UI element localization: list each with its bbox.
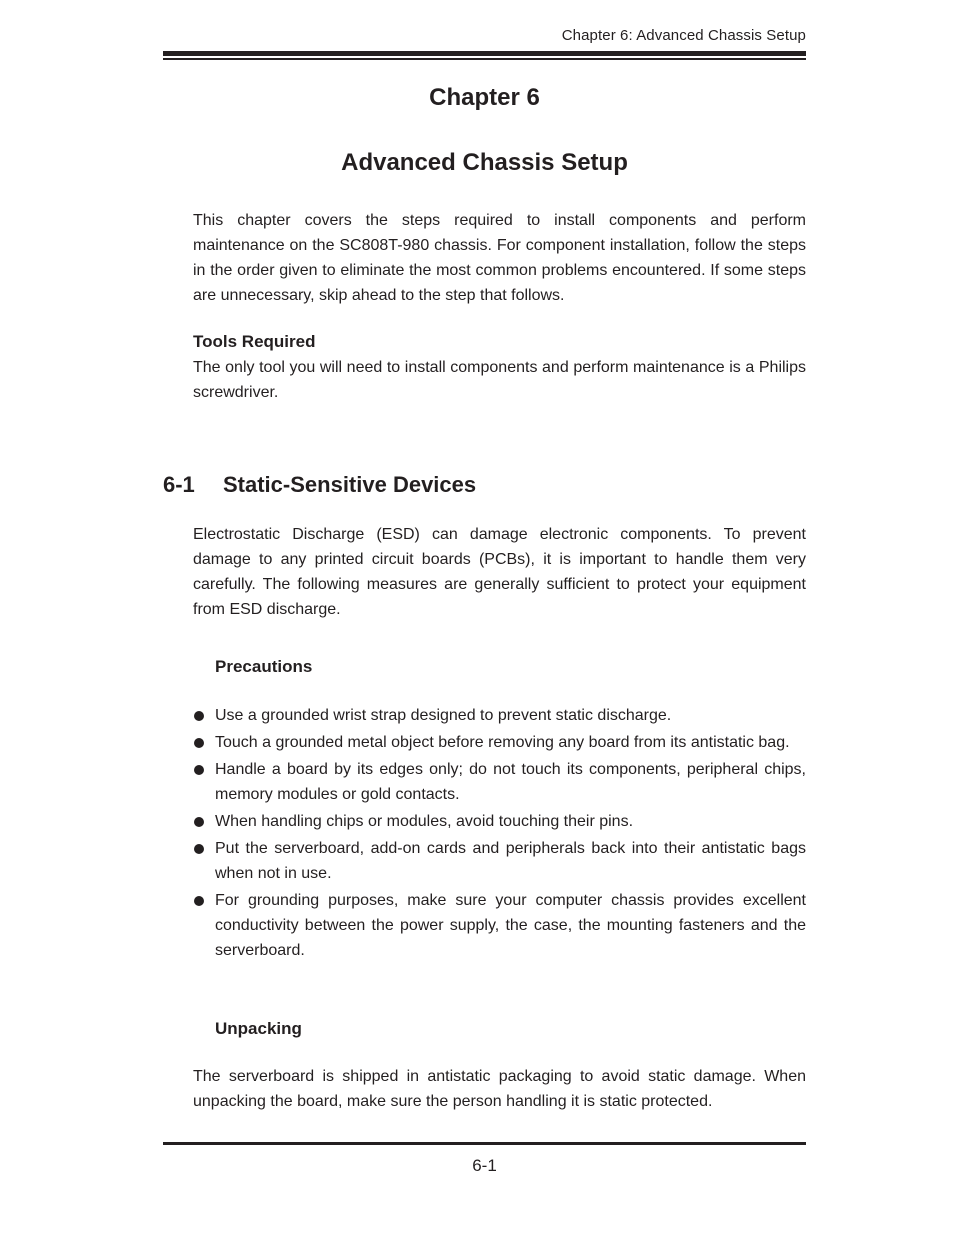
section-number: 6-1 — [163, 472, 195, 497]
header-rule-thick — [163, 51, 806, 56]
chapter-title: Advanced Chassis Setup — [341, 149, 628, 176]
page-number: 6-1 — [472, 1156, 497, 1175]
unpacking-heading: Unpacking — [215, 1019, 302, 1038]
list-item: Use a grounded wrist strap designed to prevent static discharge. — [193, 703, 806, 728]
bullet-icon — [194, 844, 204, 854]
header-rule-thin — [163, 58, 806, 60]
list-item: For grounding purposes, make sure your computer chassis provides excellent conductivity between the power supply, the case, the mounting fasteners and the serverboard. — [193, 888, 806, 963]
bullet-icon — [194, 711, 204, 721]
footer-rule — [163, 1142, 806, 1145]
list-item: Put the serverboard, add-on cards and peripherals back into their antistatic bags when not in use. — [193, 836, 806, 886]
chapter-number: Chapter 6 — [429, 84, 540, 111]
bullet-icon — [194, 765, 204, 775]
esd-paragraph: Electrostatic Discharge (ESD) can damage electronic components. To prevent damage to any printed circuit boards (PCBs), it is important to handle them very carefully. The following measures are generally sufficient to protect your equipment from ESD discharge. — [193, 526, 806, 618]
tools-required-heading: Tools Required — [193, 332, 316, 351]
bullet-icon — [194, 896, 204, 906]
section-heading — [163, 472, 476, 498]
list-item: Touch a grounded metal object before removing any board from its antistatic bag. — [193, 730, 806, 755]
precautions-list — [193, 703, 806, 965]
intro-paragraph: This chapter covers the steps required to install components and perform maintenance on the SC808T-980 chassis. For component installation, follow the steps in the order given to eliminate the most common problems encountered. If some steps are unnecessary, skip ahead to the step that follows. — [193, 212, 806, 304]
list-item: Handle a board by its edges only; do not touch its components, peripheral chips, memory modules or gold contacts. — [193, 757, 806, 807]
bullet-icon — [194, 738, 204, 748]
section-title: Static-Sensitive Devices — [223, 472, 477, 497]
unpacking-paragraph: The serverboard is shipped in antistatic packaging to avoid static damage. When unpacking the board, make sure the person handling it is static protected. — [193, 1068, 806, 1110]
running-header: Chapter 6: Advanced Chassis Setup — [561, 27, 806, 44]
precautions-heading: Precautions — [215, 657, 313, 676]
bullet-icon — [194, 817, 204, 827]
list-item: When handling chips or modules, avoid touching their pins. — [193, 809, 806, 834]
tools-required-paragraph: The only tool you will need to install components and perform maintenance is a Philips screwdriver. — [193, 359, 806, 401]
